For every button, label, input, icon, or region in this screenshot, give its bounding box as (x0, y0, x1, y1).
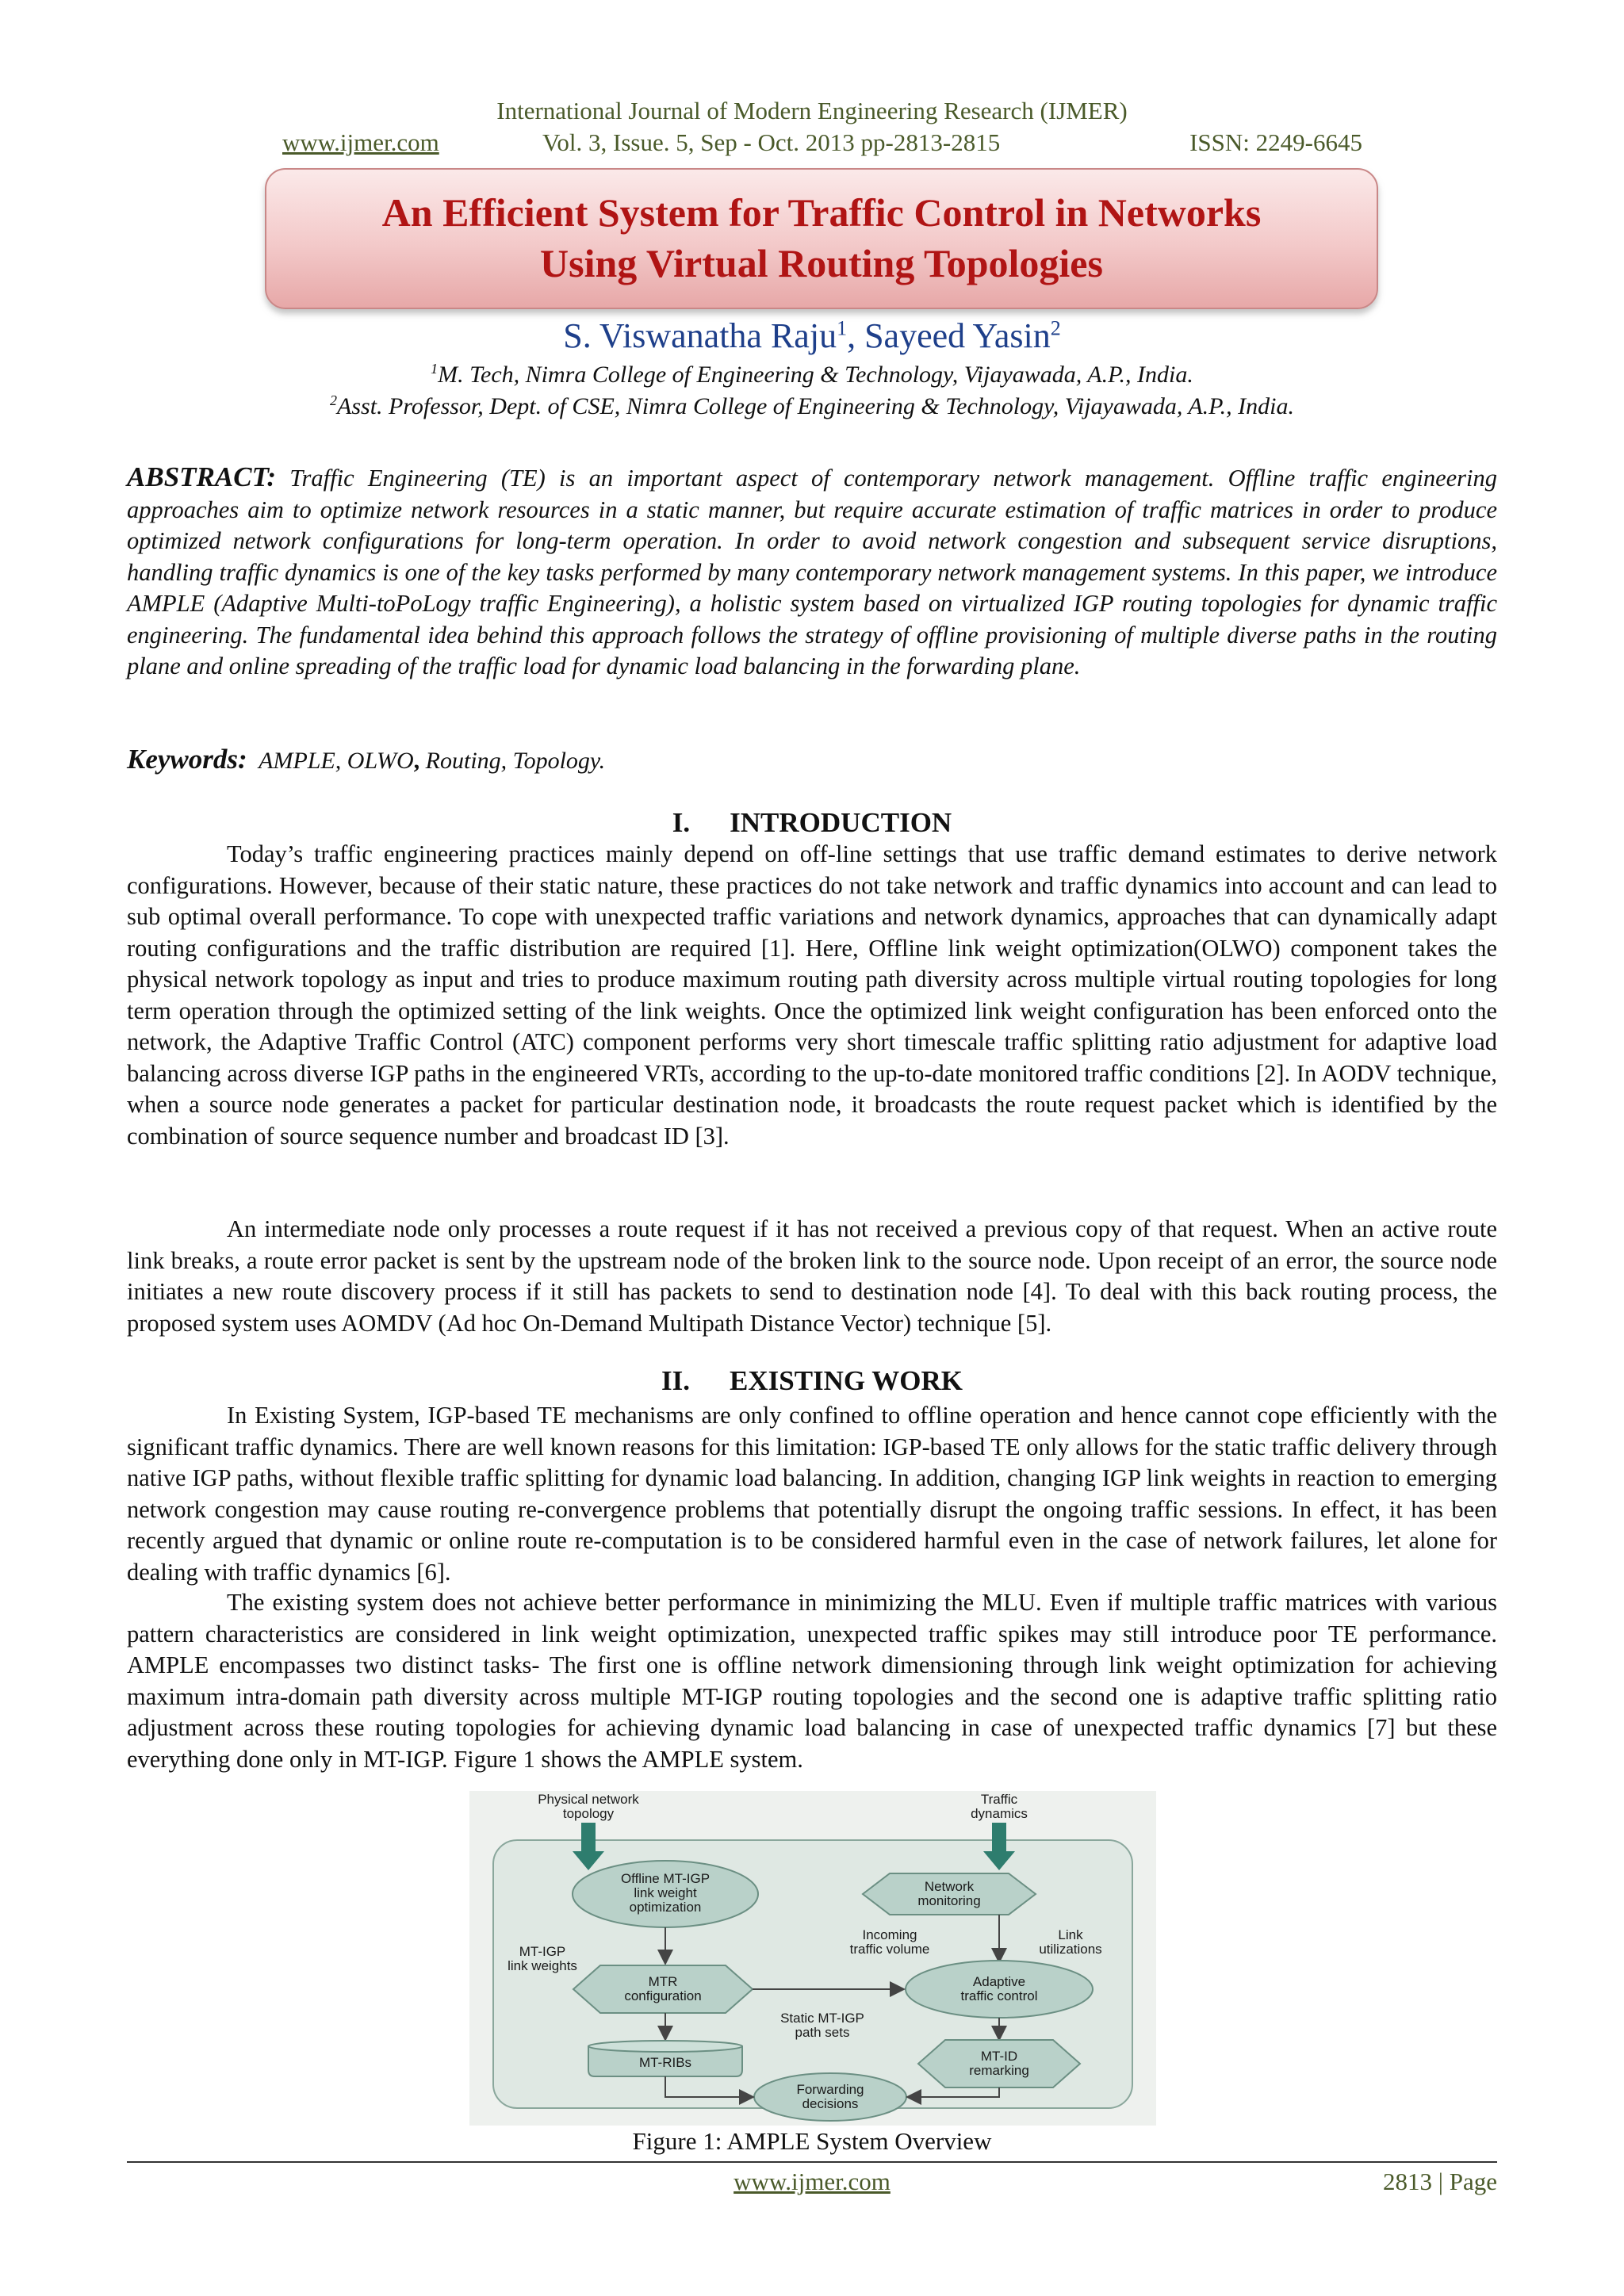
footer-url-link[interactable]: www.ijmer.com (733, 2168, 891, 2195)
mtid-node-line1: MT-ID (980, 2049, 1018, 2064)
section-heading-introduction (0, 807, 1624, 839)
incoming-traffic-line1: Incoming (862, 1927, 917, 1942)
mt-ribs-label: MT-RIBs (638, 2055, 692, 2070)
footer-divider (127, 2161, 1497, 2163)
forwarding-node-line1: Forwarding (796, 2082, 864, 2097)
abstract (127, 461, 1497, 683)
author-2: Sayeed Yasin (864, 316, 1051, 355)
input-traffic-dynamics-line2: dynamics (971, 1806, 1028, 1821)
paper-title-line1: An Efficient System for Traffic Control in Networks (381, 190, 1262, 235)
affiliation-1-mark: 1 (431, 361, 439, 377)
affiliation-2 (0, 392, 1624, 420)
abstract-text: Traffic Engineering (TE) is an important aspect of contemporary network management. Offline traffic engineering approaches aim to optimize network resources in a static manner, but require accurate estimation of traffic matrices in order to produce optimized network configurations for long-term operation. In order to avoid network congestion and subsequent service disruptions, handling traffic dynamics is one of the key tasks performed by many contemporary network management systems. In this paper, we introduce AMPLE (Adaptive Multi-toPoLogy traffic Engineering), a holistic system based on virtualized IGP routing topologies for dynamic traffic engineering. The fundamental idea behind this approach follows the strategy of offline provisioning of multiple diverse paths in the routing plane and online spreading of the traffic load for dynamic load balancing in the forwarding plane. (127, 465, 1498, 679)
section-2-number: II. (661, 1365, 690, 1396)
affiliation-2-text: Asst. Professor, Dept. of CSE, Nimra College of Engineering & Technology, Vijayawada, A.P., India. (337, 393, 1294, 419)
mt-igp-weights-line1: MT-IGP (519, 1944, 566, 1959)
adaptive-node-line2: traffic control (960, 1988, 1038, 2003)
mtid-node-line2: remarking (969, 2063, 1029, 2078)
keywords-comma: , (413, 748, 420, 774)
section-2-title: EXISTING WORK (729, 1365, 963, 1396)
mt-igp-weights-line2: link weights (508, 1958, 577, 1973)
keywords (127, 744, 605, 775)
link-utilizations-line1: Link (1058, 1927, 1083, 1942)
offline-node-line3: optimization (629, 1900, 702, 1915)
forwarding-node-line2: decisions (802, 2096, 859, 2111)
intro-paragraph-1: Today’s traffic engineering practices mainly depend on off-line settings that use traffic demand estimates to derive network configurations. However, because of their static nature, these practices do not take network and traffic dynamics into account and can lead to sub optimal overall performance. To cope with unexpected traffic variations and network dynamics, approaches that can dynamically adapt routing configurations and the traffic distribution are required [1]. Here, Offline link weight optimization(OLWO) component takes the physical network topology as input and tries to produce maximum routing path diversity across multiple virtual routing topologies for long term operation through the optimized setting of the link weights. Once the optimized link weight configuration has been enforced onto the network, the Adaptive Traffic Control (ATC) component performs very short timescale traffic splitting ratio adjustment for adaptive load balancing across diverse IGP paths in the engineered VRTs, according to the up-to-date monitored traffic conditions [2]. In AODV technique, when a source node generates a packet for particular destination node, it broadcasts the route request packet which is identified by the combination of source sequence number and broadcast ID [3]. (127, 840, 1497, 1150)
input-arrow-left-shaft (581, 1823, 596, 1851)
mt-ribs-node-top (588, 2041, 742, 2052)
section-1-number: I. (672, 807, 691, 838)
affiliation-1 (0, 361, 1624, 388)
volume-info: Vol. 3, Issue. 5, Sep - Oct. 2013 pp-2813-2815 (542, 128, 1001, 156)
affiliation-2-mark: 2 (330, 392, 338, 408)
journal-url-link[interactable]: www.ijmer.com (282, 128, 439, 156)
author-2-affil-mark: 2 (1050, 316, 1061, 340)
paper-title-line2: Using Virtual Routing Topologies (540, 241, 1103, 285)
title-box (265, 168, 1378, 309)
issn: ISSN: 2249-6645 (1189, 128, 1362, 156)
mtr-node-line2: configuration (624, 1988, 702, 2003)
section-1-title: INTRODUCTION (730, 807, 952, 838)
journal-name: International Journal of Modern Engineering Research (IJMER) (496, 97, 1128, 124)
offline-node-line1: Offline MT-IGP (620, 1871, 710, 1886)
abstract-label: ABSTRACT: (127, 461, 277, 492)
monitoring-node-line1: Network (924, 1879, 975, 1894)
input-arrow-right-shaft (992, 1823, 1006, 1851)
figure-caption: Figure 1: AMPLE System Overview (632, 2127, 992, 2155)
existing-paragraph-1: In Existing System, IGP-based TE mechanisms are only confined to offline operation and hence cannot cope efficiently with the significant traffic dynamics. There are well known reasons for this limitation: IGP-based TE only allows for the static traffic delivery through native IGP paths, without flexible traffic splitting for dynamic load balancing. In addition, changing IGP link weights in reaction to emerging network congestion may cause routing re-convergence problems that potentially disrupt the ongoing traffic sessions. In effect, it has been recently argued that dynamic or online route re-computation is to be considered harmful even in the case of network failures, let alone for dealing with traffic dynamics [6]. (127, 1402, 1497, 1586)
issue-line (282, 128, 1362, 160)
section-heading-existing-work (0, 1365, 1624, 1397)
page-number: 2813 | Page (1383, 2168, 1497, 2195)
input-traffic-dynamics-line1: Traffic (980, 1792, 1018, 1807)
affiliation-1-text: M. Tech, Nimra College of Engineering & Technology, Vijayawada, A.P., India. (438, 362, 1193, 388)
static-path-sets-line1: Static MT-IGP (780, 2011, 864, 2026)
intro-paragraph-2: An intermediate node only processes a route request if it has not received a previous copy of that request. When an active route link breaks, a route error packet is sent by the upstream node of the broken link to the source node. Upon receipt of an error, the source node initiates a new route discovery process if it still has packets to send to destination node [4]. To deal with this back routing process, the proposed system uses AOMDV (Ad hoc On-Demand Multipath Distance Vector) technique [5]. (127, 1215, 1497, 1337)
monitoring-node-line2: monitoring (917, 1893, 981, 1908)
author-1-affil-mark: 1 (837, 316, 848, 340)
keywords-label: Keywords: (127, 744, 247, 775)
existing-paragraph-2: The existing system does not achieve better performance in minimizing the MLU. Even if multiple traffic matrices with various pattern characteristics are considered in link weight optimization, unexpected traffic spikes may still introduce poor TE performance. AMPLE encompasses two distinct tasks- The first one is offline network dimensioning through link weight optimization for achieving maximum intra-domain path diversity across multiple MT-IGP routing topologies and the second one is adaptive traffic splitting ratio adjustment across these routing topologies for achieving dynamic load balancing in case of unexpected traffic dynamics [7] but these everything done only in MT-IGP. Figure 1 shows the AMPLE system. (127, 1589, 1497, 1773)
input-physical-topology-line1: Physical network (538, 1792, 639, 1807)
input-physical-topology-line2: topology (562, 1806, 615, 1821)
keywords-part2: Routing, Topology. (425, 748, 606, 774)
keywords-part1: AMPLE, OLWO (259, 748, 414, 774)
static-path-sets-line2: path sets (795, 2025, 850, 2040)
author-1: S. Viswanatha Raju (563, 316, 837, 355)
offline-node-line2: link weight (634, 1885, 697, 1900)
figure-ample-overview (469, 1791, 1156, 2126)
authors (0, 316, 1624, 356)
adaptive-node-line1: Adaptive (972, 1974, 1026, 1989)
incoming-traffic-line2: traffic volume (849, 1942, 930, 1957)
link-utilizations-line2: utilizations (1039, 1942, 1102, 1957)
author-separator: , (847, 316, 865, 355)
mtr-node-line1: MTR (648, 1974, 678, 1989)
